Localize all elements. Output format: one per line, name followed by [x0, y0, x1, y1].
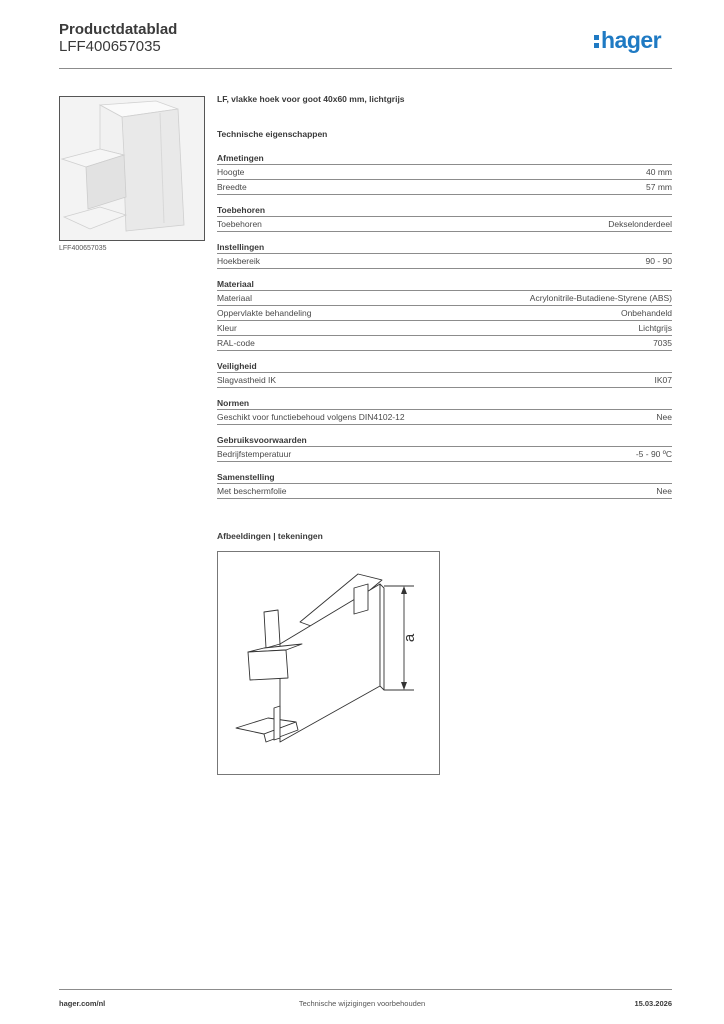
- spec-row: [217, 484, 672, 499]
- product-title: LF, vlakke hoek voor goot 40x60 mm, lichtgrijs: [217, 94, 405, 104]
- spec-row: [217, 336, 672, 351]
- logo-text: hager: [601, 27, 662, 53]
- spec-label: Materiaal: [217, 293, 252, 303]
- spec-group-title: Gebruiksvoorwaarden: [217, 434, 672, 447]
- logo-dots-icon: [594, 33, 599, 49]
- spec-value: 90 - 90: [645, 256, 672, 266]
- spec-group-title: Samenstelling: [217, 471, 672, 484]
- drawings-heading: Afbeeldingen | tekeningen: [217, 531, 323, 541]
- spec-value: 7035: [653, 338, 672, 348]
- photo-caption: LFF400657035: [59, 245, 107, 252]
- spec-group: [217, 471, 672, 499]
- spec-groups: [217, 152, 672, 499]
- page-title: Productdatablad: [59, 21, 178, 38]
- spec-group-title: Instellingen: [217, 241, 672, 254]
- spec-label: RAL-code: [217, 338, 255, 348]
- spec-label: Oppervlakte behandeling: [217, 308, 312, 318]
- spec-row: [217, 165, 672, 180]
- technical-drawing: [217, 551, 440, 775]
- spec-label: Hoogte: [217, 167, 245, 177]
- spec-value: Lichtgrijs: [638, 323, 672, 333]
- spec-row: [217, 373, 672, 388]
- spec-group-title: Normen: [217, 397, 672, 410]
- spec-value: IK07: [654, 375, 672, 385]
- spec-label: Breedte: [217, 182, 247, 192]
- footer-date: 15.03.2026: [634, 999, 672, 1008]
- spec-value: Nee: [656, 486, 672, 496]
- hager-logo: [594, 27, 661, 54]
- spec-value: Nee: [656, 412, 672, 422]
- spec-row: [217, 217, 672, 232]
- spec-label: Toebehoren: [217, 219, 262, 229]
- spec-group: [217, 397, 672, 425]
- spec-row: [217, 447, 672, 462]
- spec-label: Met beschermfolie: [217, 486, 287, 496]
- spec-label: Bedrijfstemperatuur: [217, 449, 292, 459]
- spec-row: [217, 291, 672, 306]
- spec-group: [217, 152, 672, 195]
- footer-disclaimer: Technische wijzigingen voorbehouden: [298, 999, 426, 1008]
- spec-value: 57 mm: [646, 182, 672, 192]
- dimension-drawing-icon: [218, 552, 439, 774]
- spec-group: [217, 278, 672, 351]
- spec-group-title: Afmetingen: [217, 152, 672, 165]
- spec-group: [217, 434, 672, 462]
- spec-value: -5 - 90 ºC: [635, 449, 672, 459]
- spec-group-title: Toebehoren: [217, 204, 672, 217]
- spec-group: [217, 204, 672, 232]
- spec-value: 40 mm: [646, 167, 672, 177]
- product-code: LFF400657035: [59, 38, 161, 55]
- spec-label: Slagvastheid IK: [217, 375, 277, 385]
- spec-row: [217, 254, 672, 269]
- dimension-label: a: [401, 633, 418, 643]
- spec-label: Geschikt voor functiebehoud volgens DIN4102-12: [217, 412, 405, 422]
- spec-group: [217, 241, 672, 269]
- flat-angle-photo-icon: [60, 97, 204, 240]
- header-divider: [59, 68, 672, 69]
- spec-group-title: Veiligheid: [217, 360, 672, 373]
- product-photo: [59, 96, 205, 241]
- footer-divider: [59, 989, 672, 990]
- spec-value: Onbehandeld: [620, 308, 672, 318]
- spec-group: [217, 360, 672, 388]
- spec-label: Kleur: [217, 323, 237, 333]
- spec-value: Acrylonitrile-Butadiene-Styrene (ABS): [529, 293, 672, 303]
- spec-row: [217, 321, 672, 336]
- spec-group-title: Materiaal: [217, 278, 672, 291]
- spec-row: [217, 410, 672, 425]
- spec-row: [217, 306, 672, 321]
- spec-label: Hoekbereik: [217, 256, 260, 266]
- spec-row: [217, 180, 672, 195]
- specs-heading: Technische eigenschappen: [217, 129, 328, 139]
- spec-value: Dekselonderdeel: [608, 219, 672, 229]
- footer-website-link[interactable]: hager.com/nl: [59, 999, 106, 1008]
- spec-panel: [217, 94, 672, 508]
